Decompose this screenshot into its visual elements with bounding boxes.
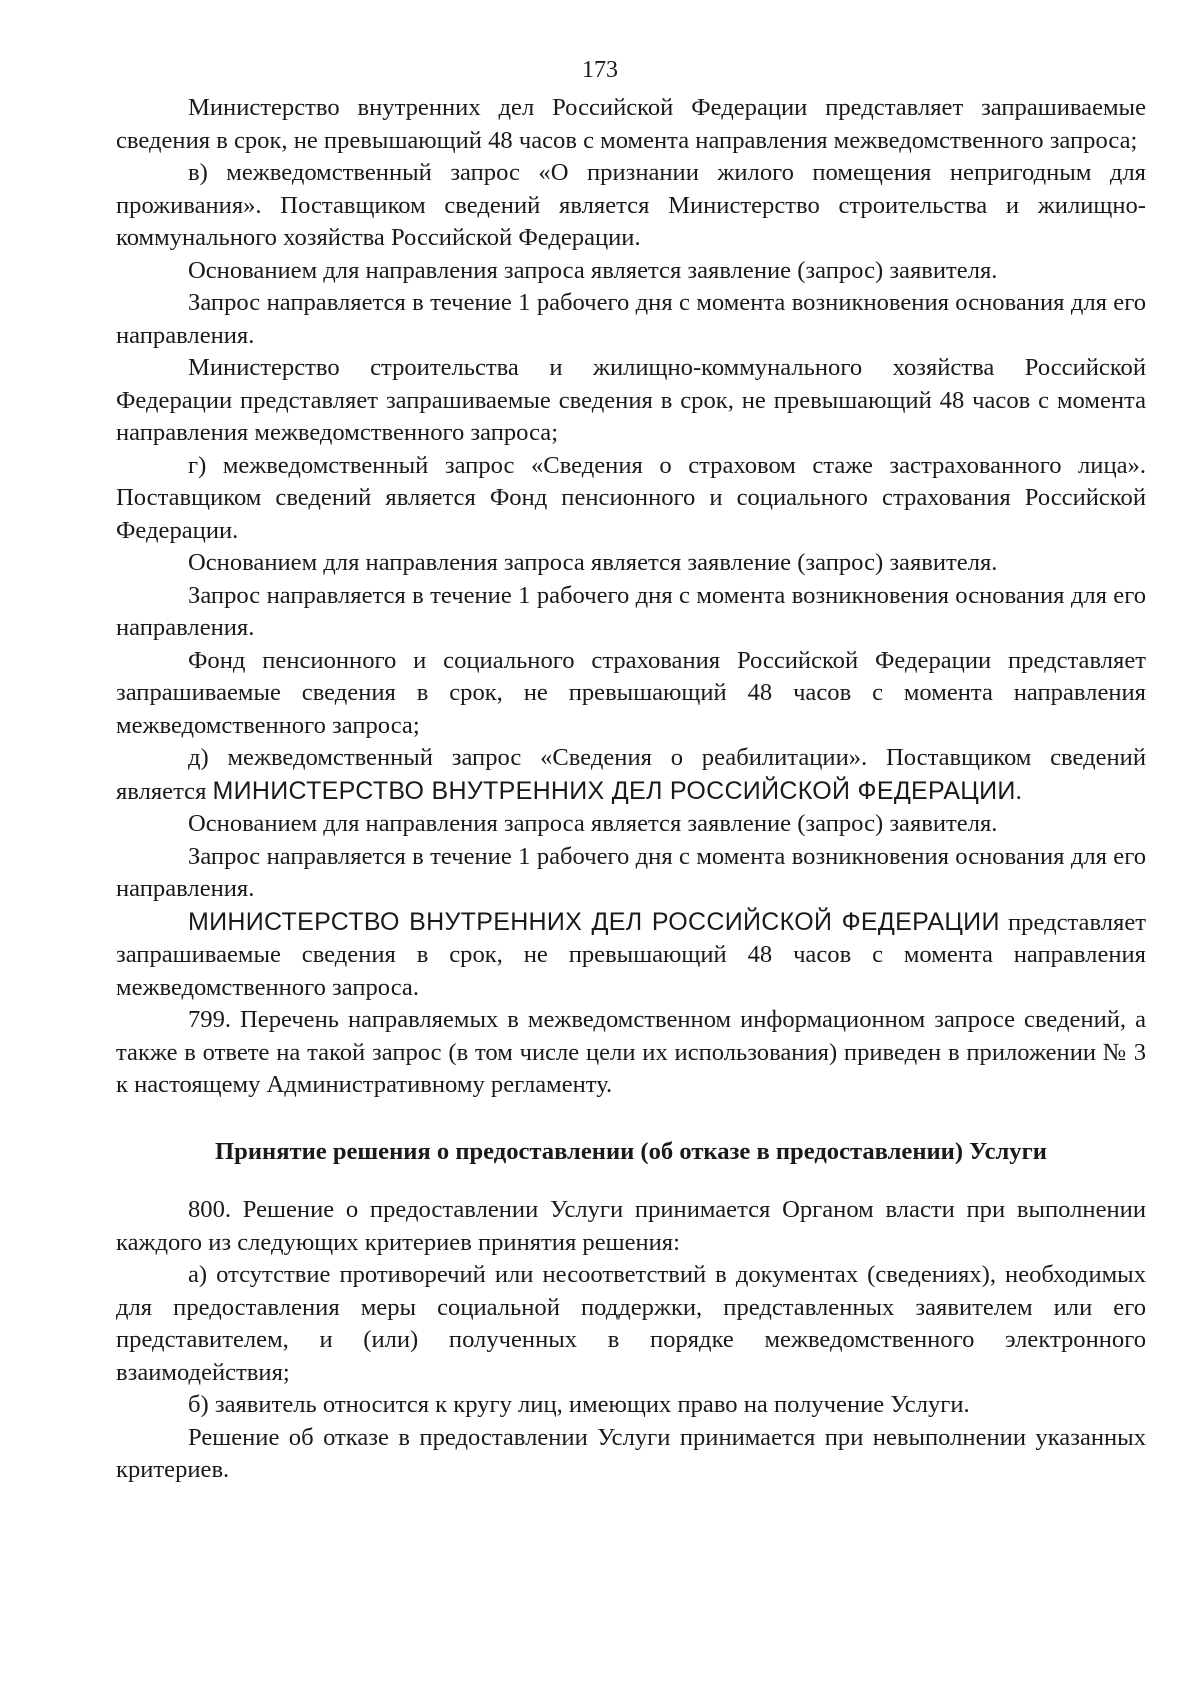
paragraph: Основанием для направления запроса является заявление (запрос) заявителя.: [188, 549, 998, 576]
agency-name-caps: МИНИСТЕРСТВО ВНУТРЕННИХ ДЕЛ РОССИЙСКОЙ ФЕДЕРАЦИИ: [212, 776, 1016, 805]
paragraph: Запрос направляется в течение 1 рабочего дня с момента возникновения основания для его направления.: [116, 289, 1146, 349]
paragraph: Запрос направляется в течение 1 рабочего дня с момента возникновения основания для его направления.: [116, 842, 1146, 902]
paragraph: Решение об отказе в предоставлении Услуги принимается при невыполнении указанных критериев.: [116, 1423, 1146, 1483]
paragraph-text: представляет запрашиваемые сведения в срок, не превышающий 48 часов с момента направления межведомственного запроса.: [116, 908, 1146, 1001]
document-body: [116, 92, 1146, 1487]
section-heading: Принятие решения о предоставлении (об отказе в предоставлении) Услуги: [215, 1137, 1047, 1165]
paragraph-rehabilitation: [116, 742, 1146, 808]
paragraph-text: д) межведомственный запрос «Сведения о реабилитации». Поставщиком сведений является: [116, 744, 1146, 805]
paragraph: г) межведомственный запрос «Сведения о страховом стаже застрахованного лица». Поставщиком сведений является Фонд пенсионного и социального страхования Российской Федерации.: [116, 451, 1146, 544]
paragraph-mvd: [116, 906, 1146, 1005]
paragraph: Министерство строительства и жилищно-коммунального хозяйства Российской Федерации представляет запрашиваемые сведения в срок, не превышающий 48 часов с момента направления межведомственного запроса;: [116, 354, 1146, 446]
paragraph: Основанием для направления запроса является заявление (запрос) заявителя.: [188, 810, 998, 837]
agency-name-caps: МИНИСТЕРСТВО ВНУТРЕННИХ ДЕЛ РОССИЙСКОЙ ФЕДЕРАЦИИ: [188, 907, 1000, 936]
paragraph: Фонд пенсионного и социального страхования Российской Федерации представляет запрашиваемые сведения в срок, не превышающий 48 часов с момента направления межведомственного запроса;: [116, 646, 1146, 739]
paragraph-799: 799. Перечень направляемых в межведомственном информационном запросе сведений, а также в ответе на такой запрос (в том числе цели их использования) приведен в приложении № 3 к настоящему Административному регламенту.: [116, 1006, 1146, 1098]
paragraph: Запрос направляется в течение 1 рабочего дня с момента возникновения основания для его направления.: [116, 581, 1146, 641]
page-number: 173: [582, 57, 618, 83]
paragraph: Министерство внутренних дел Российской Федерации представляет запрашиваемые сведения в срок, не превышающий 48 часов с момента направления межведомственного запроса;: [116, 94, 1146, 154]
paragraph: а) отсутствие противоречий или несоответствий в документах (сведениях), необходимых для предоставления меры социальной поддержки, представленных заявителем или его представителем, и (или) полученных в порядке межведомственного электронного взаимодействия;: [116, 1261, 1146, 1386]
paragraph: в) межведомственный запрос «О признании жилого помещения непригодным для проживания». Поставщиком сведений является Министерство строительства и жилищно-коммунального хозяйства Российской Федерации.: [116, 159, 1146, 251]
paragraph: б) заявитель относится к кругу лиц, имеющих право на получение Услуги.: [188, 1391, 970, 1418]
paragraph: Основанием для направления запроса является заявление (запрос) заявителя.: [188, 256, 998, 284]
paragraph-end: .: [1015, 777, 1022, 805]
paragraph-800: 800. Решение о предоставлении Услуги принимается Органом власти при выполнении каждого из следующих критериев принятия решения:: [116, 1196, 1146, 1256]
